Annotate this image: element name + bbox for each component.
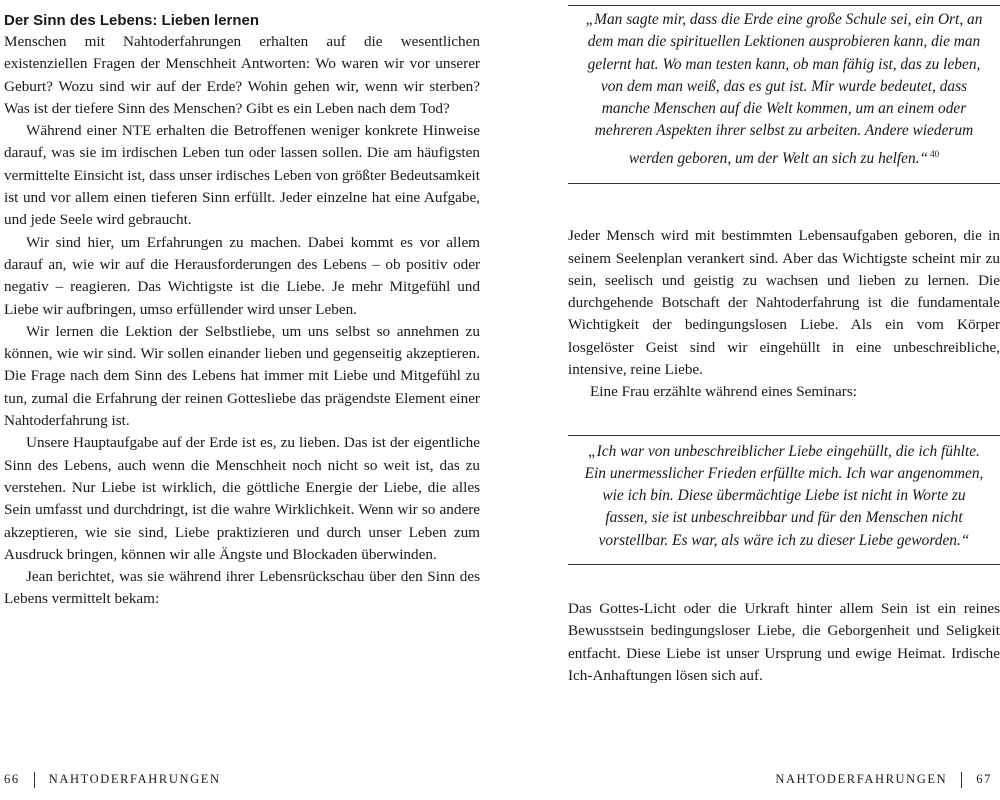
right-body-2 <box>568 598 1000 687</box>
paragraph: Während einer NTE erhalten die Betroffenen weniger konkrete Hinweise darauf, was sie im irdischen Leben tun oder lassen sollen. Die am häufigsten vermittelte Einsicht ist, dass unser irdisches Leben von größter Bedeutsamkeit ist und vor allem einen tieferen Sinn erfüllt. Jeder einzelne hat eine Aufgabe, und jede Seele wird gebraucht. <box>4 122 480 229</box>
running-title: NAHTODERFAHRUNGEN <box>48 772 221 786</box>
paragraph: Jeder Mensch wird mit bestimmten Lebensaufgaben geboren, die in seinem Seelenplan verankert sind. Aber das Wichtigste scheint mir zu sein, seelisch und geistig zu wachsen und lieben zu lernen. Die durchgehende Botschaft der Nahtoderfahrung ist die fundamentale Wichtigkeit der bedingungslosen Liebe. Als ein vom Körper losgelöster Geist sind wir eingehüllt in eine unbeschreibliche, intensive, reine Liebe. <box>568 227 1000 378</box>
paragraph: Jean berichtet, was sie während ihrer Lebensrückschau über den Sinn des Lebens vermittelt bekam: <box>4 568 480 608</box>
left-body <box>4 31 480 611</box>
footer-divider <box>961 772 962 788</box>
paragraph: Eine Frau erzählte während eines Seminars: <box>590 383 857 401</box>
footnote-marker: 40 <box>930 148 940 159</box>
paragraph: Das Gottes-Licht oder die Urkraft hinter allem Sein ist ein reines Bewusstsein bedingungsloser Liebe, die Geborgenheit und Seligkeit entfacht. Diese Liebe ist unser Ursprung und ewige Heimat. Irdische Ich-Anhaftungen lösen sich auf. <box>568 600 1000 684</box>
paragraph: Unsere Hauptaufgabe auf der Erde ist es, zu lieben. Das ist der eigentliche Sinn des Lebens, auch wenn die Menschheit noch nicht so weit ist, das zu verstehen. Nur Liebe ist wirklich, die göttliche Energie der Liebe, die alles Sein umfasst und durchdringt, ist die wahre Wirklichkeit. Wenn wir so andere akzeptieren, wie sie sind, Liebe praktizieren und durch unser Leben zum Ausdruck bringen, können wir alle Ängste und Blockaden überwinden. <box>4 434 480 563</box>
right-page <box>520 0 1000 800</box>
paragraph: Wir sind hier, um Erfahrungen zu machen. Dabei kommt es vor allem darauf an, wie wir auf die Herausforderungen des Lebens – ob positiv oder negativ – reagieren. Das Wichtigste ist die Liebe. Je mehr Mitgefühl und Liebe wir aufbringen, umso erfüllender wird unser Leben. <box>4 233 480 318</box>
left-page <box>0 0 480 800</box>
paragraph: Wir lernen die Lektion der Selbstliebe, um uns selbst so annehmen zu können, wie wir sind. Wir sollen einander lieben und gegenseitig akzeptieren. Die Frage nach dem Sinn des Lebens hat immer mit Liebe und Mitgefühl zu tun, zumal die Erfahrung der reinen Gottesliebe das prägendste Element einer Nahtoderfahrung ist. <box>4 322 480 430</box>
section-heading: Der Sinn des Lebens: Lieben lernen <box>4 12 260 29</box>
footer-divider <box>34 772 35 788</box>
running-title: NAHTODERFAHRUNGEN <box>775 772 948 786</box>
right-footer <box>775 772 992 788</box>
page-number: 66 <box>4 772 20 786</box>
page-number: 67 <box>976 772 992 786</box>
right-body-1 <box>568 225 1000 403</box>
quote-text: „Ich war von unbeschreiblicher Liebe eingehüllt, die ich fühlte. Ein unermesslicher Frieden erfüllte mich. Ich war angenommen, wie ich bin. Diese übermächtige Liebe ist nicht in Worte zu fassen, sie ist unbeschreibbar und für den Menschen nicht vorstellbar. Es war, als wäre ich zu dieser Liebe geworden.“ <box>584 442 984 549</box>
block-quote <box>568 435 1000 565</box>
quote-text: „Man sagte mir, dass die Erde eine große Schule sei, ein Ort, an dem man die spirituellen Lektionen ausprobieren kann, die man gelernt hat. Wo man testen kann, ob man fähig ist, das zu leben, von dem man weiß, das es gut ist. Mir wurde bedeutet, dass manche Menschen auf die Welt kommen, um an einem oder mehreren Aspekten ihrer selbst zu arbeiten. Andere wiederum werden geboren, um der Welt an sich zu helfen.“ <box>585 11 983 167</box>
block-quote <box>568 5 1000 184</box>
left-footer <box>4 772 221 788</box>
paragraph: Menschen mit Nahtoderfahrungen erhalten auf die wesentlichen existenziellen Fragen der Menschheit Antworten: Wo waren wir vor unserer Geburt? Wozu sind wir auf der Erde? Wohin gehen wir, wenn wir sterben? Was ist der tiefere Sinn des Menschen? Gibt es ein Leben nach dem Tod? <box>4 33 480 117</box>
